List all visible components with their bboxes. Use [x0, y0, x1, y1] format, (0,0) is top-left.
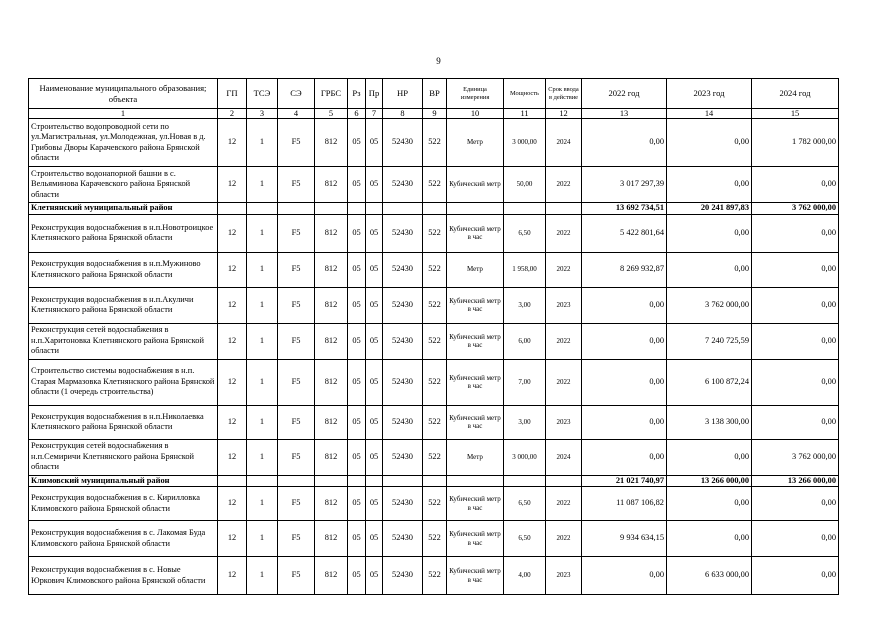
cell-amount-2023: 3 138 300,00 [667, 405, 752, 439]
cell-amount-2022: 0,00 [582, 119, 667, 167]
table-row [29, 487, 839, 521]
cell-nr: 52430 [383, 167, 423, 203]
cell-pr: 05 [366, 252, 383, 287]
cell-nr: 52430 [383, 521, 423, 557]
cell-grbs: 812 [315, 252, 348, 287]
header-cell-2023: 2023 год [667, 79, 752, 109]
cell-tse: 1 [247, 439, 278, 475]
cell-rz: 05 [348, 214, 366, 252]
cell-nr: 52430 [383, 323, 423, 359]
column-number: 1 [29, 109, 218, 119]
column-number: 11 [504, 109, 546, 119]
cell-grbs [315, 203, 348, 215]
header-cell-rz: Рз [348, 79, 366, 109]
header-cell-commission-year: Срок ввода в действие [546, 79, 582, 109]
cell-gp: 12 [218, 359, 247, 405]
header-cell-2024: 2024 год [752, 79, 839, 109]
cell-pr: 05 [366, 557, 383, 595]
cell-grbs: 812 [315, 487, 348, 521]
cell-amount-2023: 6 633 000,00 [667, 557, 752, 595]
cell-unit: Метр [447, 119, 504, 167]
cell-tse [247, 203, 278, 215]
cell-rz: 05 [348, 359, 366, 405]
cell-commission-year: 2022 [546, 214, 582, 252]
cell-object-name: Строительство системы водоснабжения в н.п. Старая Мармазовка Клетнянского района Брянской области (1 очередь строительства) [29, 359, 218, 405]
column-number: 6 [348, 109, 366, 119]
header-cell-vr: ВР [423, 79, 447, 109]
table-row [29, 214, 839, 252]
cell-amount-2022: 5 422 801,64 [582, 214, 667, 252]
cell-amount-2023: 7 240 725,59 [667, 323, 752, 359]
cell-se: F5 [278, 214, 315, 252]
table-body [29, 119, 839, 595]
cell-gp: 12 [218, 439, 247, 475]
cell-gp: 12 [218, 287, 247, 323]
column-number: 13 [582, 109, 667, 119]
cell-grbs: 812 [315, 214, 348, 252]
cell-tse: 1 [247, 167, 278, 203]
cell-unit: Кубический метр в час [447, 287, 504, 323]
cell-pr: 05 [366, 287, 383, 323]
cell-grbs: 812 [315, 287, 348, 323]
cell-gp: 12 [218, 487, 247, 521]
table-row [29, 359, 839, 405]
cell-object-name: Строительство водонапорной башни в с. Вельяминова Карачевского района Брянской области [29, 167, 218, 203]
cell-capacity: 3 000,00 [504, 119, 546, 167]
table-row [29, 557, 839, 595]
cell-gp: 12 [218, 252, 247, 287]
cell-amount-2022: 21 021 740,97 [582, 475, 667, 487]
cell-unit: Метр [447, 439, 504, 475]
cell-amount-2024: 0,00 [752, 287, 839, 323]
cell-tse: 1 [247, 405, 278, 439]
cell-commission-year: 2022 [546, 252, 582, 287]
cell-pr: 05 [366, 521, 383, 557]
cell-gp: 12 [218, 214, 247, 252]
cell-amount-2024: 3 762 000,00 [752, 203, 839, 215]
cell-grbs: 812 [315, 521, 348, 557]
header-cell-gp: ГП [218, 79, 247, 109]
cell-amount-2023: 0,00 [667, 252, 752, 287]
cell-rz: 05 [348, 252, 366, 287]
cell-unit: Метр [447, 252, 504, 287]
cell-amount-2024: 0,00 [752, 521, 839, 557]
cell-unit [447, 475, 504, 487]
cell-se: F5 [278, 323, 315, 359]
table-row [29, 119, 839, 167]
cell-commission-year: 2022 [546, 487, 582, 521]
cell-unit: Кубический метр в час [447, 359, 504, 405]
cell-capacity [504, 475, 546, 487]
cell-vr: 522 [423, 359, 447, 405]
cell-pr: 05 [366, 119, 383, 167]
cell-object-name: Реконструкция водоснабжения в с. Лакомая Буда Климовского района Брянской области [29, 521, 218, 557]
header-cell-unit: Единица измерения [447, 79, 504, 109]
cell-capacity: 50,00 [504, 167, 546, 203]
cell-amount-2024: 0,00 [752, 214, 839, 252]
cell-capacity: 6,50 [504, 487, 546, 521]
column-number: 4 [278, 109, 315, 119]
cell-commission-year: 2024 [546, 119, 582, 167]
cell-amount-2023: 3 762 000,00 [667, 287, 752, 323]
cell-vr: 522 [423, 214, 447, 252]
cell-amount-2022: 0,00 [582, 405, 667, 439]
cell-rz [348, 203, 366, 215]
cell-se: F5 [278, 287, 315, 323]
cell-commission-year: 2024 [546, 439, 582, 475]
header-cell-grbs: ГРБС [315, 79, 348, 109]
table-row [29, 287, 839, 323]
table-row [29, 521, 839, 557]
cell-rz: 05 [348, 405, 366, 439]
cell-amount-2022: 11 087 106,82 [582, 487, 667, 521]
cell-vr: 522 [423, 287, 447, 323]
cell-object-name: Строительство водопроводной сети по ул.Магистральная, ул.Молодежная, ул.Новая в д. Грибовы Дворы Карачевского района Брянской области [29, 119, 218, 167]
cell-commission-year: 2022 [546, 359, 582, 405]
cell-gp: 12 [218, 557, 247, 595]
column-number: 14 [667, 109, 752, 119]
cell-grbs: 812 [315, 405, 348, 439]
cell-object-name: Реконструкция сетей водоснабжения в н.п.Харитоновка Клетнянского района Брянской области [29, 323, 218, 359]
header-cell-se: СЭ [278, 79, 315, 109]
cell-amount-2022: 13 692 734,51 [582, 203, 667, 215]
cell-amount-2023: 0,00 [667, 439, 752, 475]
column-number: 15 [752, 109, 839, 119]
cell-amount-2022: 0,00 [582, 439, 667, 475]
header-cell-name: Наименование муниципального образования; объекта [29, 79, 218, 109]
cell-nr: 52430 [383, 439, 423, 475]
cell-se: F5 [278, 487, 315, 521]
cell-unit: Кубический метр в час [447, 214, 504, 252]
cell-amount-2023: 6 100 872,24 [667, 359, 752, 405]
cell-capacity: 3,00 [504, 287, 546, 323]
cell-gp: 12 [218, 323, 247, 359]
cell-amount-2024: 3 762 000,00 [752, 439, 839, 475]
cell-capacity: 7,00 [504, 359, 546, 405]
cell-capacity: 3,00 [504, 405, 546, 439]
table-row [29, 323, 839, 359]
cell-pr: 05 [366, 405, 383, 439]
cell-capacity: 1 958,00 [504, 252, 546, 287]
cell-rz: 05 [348, 487, 366, 521]
header-row [29, 79, 839, 109]
budget-table [28, 78, 839, 595]
cell-amount-2023: 0,00 [667, 487, 752, 521]
header-cell-2022: 2022 год [582, 79, 667, 109]
cell-capacity: 6,50 [504, 214, 546, 252]
cell-amount-2024: 0,00 [752, 557, 839, 595]
header-cell-tse: ТСЭ [247, 79, 278, 109]
cell-commission-year [546, 203, 582, 215]
cell-se: F5 [278, 521, 315, 557]
cell-vr [423, 203, 447, 215]
cell-commission-year: 2022 [546, 521, 582, 557]
cell-pr: 05 [366, 167, 383, 203]
cell-commission-year: 2023 [546, 287, 582, 323]
table-row [29, 252, 839, 287]
cell-nr [383, 203, 423, 215]
table-row [29, 405, 839, 439]
cell-amount-2022: 0,00 [582, 557, 667, 595]
header-cell-nr: НР [383, 79, 423, 109]
cell-amount-2022: 0,00 [582, 323, 667, 359]
cell-gp [218, 475, 247, 487]
cell-tse: 1 [247, 359, 278, 405]
cell-vr: 522 [423, 521, 447, 557]
cell-se: F5 [278, 252, 315, 287]
column-number: 12 [546, 109, 582, 119]
cell-tse: 1 [247, 119, 278, 167]
cell-amount-2023: 0,00 [667, 521, 752, 557]
cell-vr: 522 [423, 405, 447, 439]
cell-pr: 05 [366, 323, 383, 359]
cell-rz: 05 [348, 323, 366, 359]
column-number: 7 [366, 109, 383, 119]
cell-commission-year: 2023 [546, 405, 582, 439]
header-cell-pr: Пр [366, 79, 383, 109]
cell-object-name: Реконструкция водоснабжения в н.п.Николаевка Клетнянского района Брянской области [29, 405, 218, 439]
cell-pr [366, 203, 383, 215]
district-total-row [29, 475, 839, 487]
column-number: 5 [315, 109, 348, 119]
cell-amount-2024: 0,00 [752, 359, 839, 405]
cell-object-name: Реконструкция водоснабжения в н.п.Мужиново Клетнянского района Брянской области [29, 252, 218, 287]
cell-vr: 522 [423, 167, 447, 203]
cell-object-name: Реконструкция водоснабжения в с. Новые Юркович Климовского района Брянской области [29, 557, 218, 595]
cell-nr: 52430 [383, 487, 423, 521]
cell-commission-year: 2023 [546, 557, 582, 595]
cell-unit: Кубический метр [447, 167, 504, 203]
cell-gp: 12 [218, 119, 247, 167]
cell-commission-year: 2022 [546, 167, 582, 203]
column-number: 2 [218, 109, 247, 119]
cell-amount-2022: 0,00 [582, 287, 667, 323]
cell-se: F5 [278, 167, 315, 203]
cell-grbs: 812 [315, 119, 348, 167]
table-row [29, 439, 839, 475]
cell-unit: Кубический метр в час [447, 521, 504, 557]
cell-amount-2024: 0,00 [752, 405, 839, 439]
cell-pr: 05 [366, 487, 383, 521]
page-number: 9 [436, 56, 441, 66]
header-cell-capacity: Мощность [504, 79, 546, 109]
cell-amount-2022: 3 017 297,39 [582, 167, 667, 203]
cell-amount-2024: 0,00 [752, 323, 839, 359]
cell-amount-2024: 0,00 [752, 487, 839, 521]
cell-rz [348, 475, 366, 487]
cell-commission-year [546, 475, 582, 487]
cell-amount-2023: 0,00 [667, 167, 752, 203]
cell-vr: 522 [423, 439, 447, 475]
cell-amount-2024: 0,00 [752, 252, 839, 287]
cell-vr: 522 [423, 323, 447, 359]
cell-vr: 522 [423, 487, 447, 521]
cell-nr: 52430 [383, 287, 423, 323]
cell-tse: 1 [247, 287, 278, 323]
cell-amount-2024: 0,00 [752, 167, 839, 203]
cell-amount-2023: 0,00 [667, 214, 752, 252]
cell-grbs: 812 [315, 557, 348, 595]
cell-tse [247, 475, 278, 487]
cell-rz: 05 [348, 167, 366, 203]
district-total-row [29, 203, 839, 215]
cell-object-name: Реконструкция водоснабжения в н.п.Новотроицкое Клетнянского района Брянской области [29, 214, 218, 252]
cell-vr [423, 475, 447, 487]
cell-gp: 12 [218, 521, 247, 557]
cell-rz: 05 [348, 119, 366, 167]
column-number-row [29, 109, 839, 119]
cell-unit: Кубический метр в час [447, 323, 504, 359]
cell-capacity: 4,00 [504, 557, 546, 595]
cell-grbs: 812 [315, 439, 348, 475]
cell-amount-2022: 8 269 932,87 [582, 252, 667, 287]
cell-se: F5 [278, 439, 315, 475]
cell-se: F5 [278, 557, 315, 595]
table-row [29, 167, 839, 203]
cell-capacity: 6,50 [504, 521, 546, 557]
cell-se: F5 [278, 359, 315, 405]
cell-pr: 05 [366, 214, 383, 252]
cell-grbs: 812 [315, 323, 348, 359]
cell-capacity: 6,00 [504, 323, 546, 359]
cell-se: F5 [278, 119, 315, 167]
cell-gp [218, 203, 247, 215]
cell-se [278, 203, 315, 215]
cell-rz: 05 [348, 439, 366, 475]
cell-vr: 522 [423, 252, 447, 287]
cell-amount-2023: 20 241 897,83 [667, 203, 752, 215]
cell-nr: 52430 [383, 214, 423, 252]
cell-unit [447, 203, 504, 215]
cell-grbs [315, 475, 348, 487]
cell-tse: 1 [247, 214, 278, 252]
cell-amount-2024: 1 782 000,00 [752, 119, 839, 167]
cell-grbs: 812 [315, 167, 348, 203]
column-number: 8 [383, 109, 423, 119]
cell-object-name: Реконструкция водоснабжения в с. Кирилловка Климовского района Брянской области [29, 487, 218, 521]
cell-nr: 52430 [383, 119, 423, 167]
cell-gp: 12 [218, 405, 247, 439]
cell-unit: Кубический метр в час [447, 487, 504, 521]
cell-unit: Кубический метр в час [447, 557, 504, 595]
column-number: 10 [447, 109, 504, 119]
cell-tse: 1 [247, 323, 278, 359]
cell-nr: 52430 [383, 359, 423, 405]
cell-tse: 1 [247, 487, 278, 521]
cell-amount-2022: 9 934 634,15 [582, 521, 667, 557]
cell-rz: 05 [348, 557, 366, 595]
cell-se: F5 [278, 405, 315, 439]
cell-grbs: 812 [315, 359, 348, 405]
cell-nr: 52430 [383, 557, 423, 595]
cell-amount-2022: 0,00 [582, 359, 667, 405]
cell-rz: 05 [348, 287, 366, 323]
cell-gp: 12 [218, 167, 247, 203]
cell-tse: 1 [247, 557, 278, 595]
cell-rz: 05 [348, 521, 366, 557]
cell-tse: 1 [247, 521, 278, 557]
cell-amount-2023: 0,00 [667, 119, 752, 167]
cell-vr: 522 [423, 557, 447, 595]
cell-vr: 522 [423, 119, 447, 167]
cell-se [278, 475, 315, 487]
cell-amount-2023: 13 266 000,00 [667, 475, 752, 487]
cell-object-name: Реконструкция водоснабжения в н.п.Акуличи Клетнянского района Брянской области [29, 287, 218, 323]
cell-pr: 05 [366, 439, 383, 475]
cell-pr: 05 [366, 359, 383, 405]
cell-nr: 52430 [383, 252, 423, 287]
cell-capacity: 3 000,00 [504, 439, 546, 475]
cell-nr: 52430 [383, 405, 423, 439]
cell-amount-2024: 13 266 000,00 [752, 475, 839, 487]
column-number: 3 [247, 109, 278, 119]
cell-nr [383, 475, 423, 487]
cell-object-name: Реконструкция сетей водоснабжения в н.п.Семиричи Клетнянского района Брянской области [29, 439, 218, 475]
cell-commission-year: 2022 [546, 323, 582, 359]
column-number: 9 [423, 109, 447, 119]
cell-unit: Кубический метр в час [447, 405, 504, 439]
cell-tse: 1 [247, 252, 278, 287]
district-name: Клетнянский муниципальный район [29, 203, 218, 215]
cell-pr [366, 475, 383, 487]
cell-capacity [504, 203, 546, 215]
district-name: Климовский муниципальный район [29, 475, 218, 487]
